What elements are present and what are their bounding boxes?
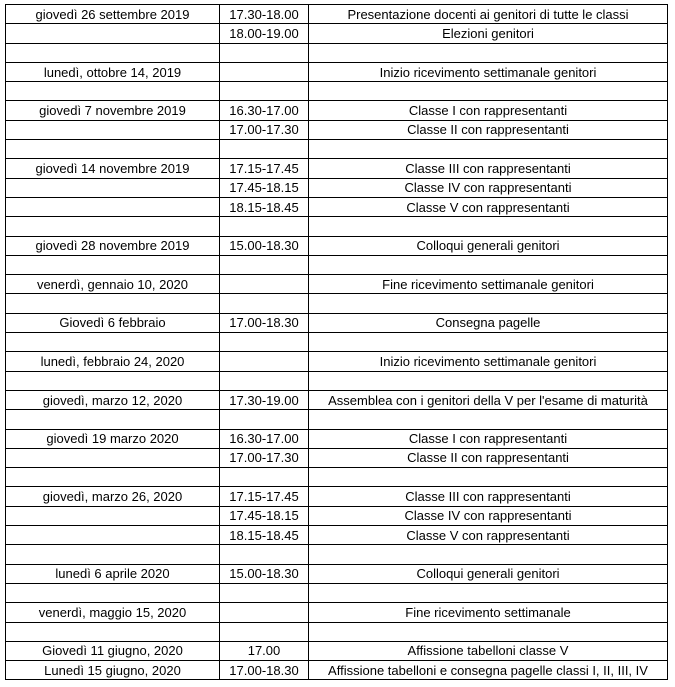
- cell-desc: [309, 371, 668, 390]
- table-row: [6, 197, 668, 216]
- cell-time: 18.15-18.45: [220, 197, 309, 216]
- cell-time: [220, 371, 309, 390]
- cell-time: [220, 294, 309, 313]
- cell-time: 16.30-17.00: [220, 429, 309, 448]
- cell-time: 17.45-18.15: [220, 506, 309, 525]
- cell-date: [6, 410, 220, 429]
- cell-date: [6, 622, 220, 641]
- cell-desc: [309, 622, 668, 641]
- table-row: [6, 506, 668, 525]
- cell-date: venerdì, gennaio 10, 2020: [6, 275, 220, 294]
- table-row: [6, 526, 668, 545]
- schedule-body: [6, 5, 668, 680]
- table-row: [6, 390, 668, 409]
- cell-time: [220, 140, 309, 159]
- cell-date: [6, 82, 220, 101]
- cell-time: 17.30-19.00: [220, 390, 309, 409]
- table-row: [6, 43, 668, 62]
- cell-time: 18.00-19.00: [220, 24, 309, 43]
- cell-desc: [309, 43, 668, 62]
- cell-desc: Fine ricevimento settimanale: [309, 603, 668, 622]
- table-row: [6, 583, 668, 602]
- table-row: [6, 564, 668, 583]
- cell-date: [6, 197, 220, 216]
- cell-desc: [309, 410, 668, 429]
- table-row: [6, 255, 668, 274]
- table-row: [6, 159, 668, 178]
- table-row: [6, 545, 668, 564]
- table-row: [6, 352, 668, 371]
- cell-desc: Classe I con rappresentanti: [309, 429, 668, 448]
- cell-date: Lunedì 15 giugno, 2020: [6, 661, 220, 680]
- cell-time: [220, 255, 309, 274]
- cell-time: [220, 352, 309, 371]
- table-row: [6, 603, 668, 622]
- cell-desc: [309, 468, 668, 487]
- table-row: [6, 62, 668, 81]
- cell-desc: Elezioni genitori: [309, 24, 668, 43]
- cell-desc: Classe III con rappresentanti: [309, 487, 668, 506]
- table-row: [6, 622, 668, 641]
- cell-desc: Classe I con rappresentanti: [309, 101, 668, 120]
- cell-time: 17.00-18.30: [220, 661, 309, 680]
- cell-date: Giovedì 6 febbraio: [6, 313, 220, 332]
- cell-desc: Classe II con rappresentanti: [309, 120, 668, 139]
- cell-date: [6, 24, 220, 43]
- cell-time: 17.00-18.30: [220, 313, 309, 332]
- cell-time: 17.15-17.45: [220, 487, 309, 506]
- table-row: [6, 661, 668, 680]
- cell-desc: Presentazione docenti ai genitori di tutte le classi: [309, 5, 668, 24]
- cell-time: [220, 275, 309, 294]
- cell-date: [6, 140, 220, 159]
- cell-time: [220, 583, 309, 602]
- cell-desc: [309, 294, 668, 313]
- cell-time: [220, 333, 309, 352]
- cell-desc: Affissione tabelloni classe V: [309, 641, 668, 660]
- cell-date: giovedì 19 marzo 2020: [6, 429, 220, 448]
- cell-time: [220, 82, 309, 101]
- cell-date: [6, 294, 220, 313]
- table-row: [6, 82, 668, 101]
- cell-date: [6, 468, 220, 487]
- cell-desc: Classe III con rappresentanti: [309, 159, 668, 178]
- cell-desc: [309, 545, 668, 564]
- cell-date: lunedì, ottobre 14, 2019: [6, 62, 220, 81]
- cell-date: giovedì 28 novembre 2019: [6, 236, 220, 255]
- cell-desc: Consegna pagelle: [309, 313, 668, 332]
- cell-time: 16.30-17.00: [220, 101, 309, 120]
- table-row: [6, 487, 668, 506]
- table-row: [6, 178, 668, 197]
- cell-time: [220, 545, 309, 564]
- table-row: [6, 120, 668, 139]
- cell-time: [220, 43, 309, 62]
- cell-desc: Assemblea con i genitori della V per l'esame di maturità: [309, 390, 668, 409]
- cell-desc: Inizio ricevimento settimanale genitori: [309, 62, 668, 81]
- cell-date: giovedì 26 settembre 2019: [6, 5, 220, 24]
- cell-time: 15.00-18.30: [220, 564, 309, 583]
- cell-time: [220, 62, 309, 81]
- cell-desc: [309, 583, 668, 602]
- cell-time: 17.00-17.30: [220, 448, 309, 467]
- cell-time: 18.15-18.45: [220, 526, 309, 545]
- cell-desc: [309, 82, 668, 101]
- cell-date: [6, 217, 220, 236]
- cell-desc: [309, 333, 668, 352]
- table-row: [6, 140, 668, 159]
- cell-desc: [309, 140, 668, 159]
- table-row: [6, 410, 668, 429]
- table-row: [6, 217, 668, 236]
- cell-date: [6, 583, 220, 602]
- table-row: [6, 294, 668, 313]
- cell-desc: Colloqui generali genitori: [309, 236, 668, 255]
- cell-time: [220, 622, 309, 641]
- table-row: [6, 24, 668, 43]
- cell-desc: Classe V con rappresentanti: [309, 526, 668, 545]
- cell-time: 17.45-18.15: [220, 178, 309, 197]
- table-row: [6, 429, 668, 448]
- cell-desc: Classe V con rappresentanti: [309, 197, 668, 216]
- cell-desc: Classe II con rappresentanti: [309, 448, 668, 467]
- cell-date: [6, 120, 220, 139]
- cell-desc: Inizio ricevimento settimanale genitori: [309, 352, 668, 371]
- table-row: [6, 333, 668, 352]
- cell-date: [6, 371, 220, 390]
- table-row: [6, 641, 668, 660]
- cell-date: [6, 333, 220, 352]
- cell-desc: [309, 255, 668, 274]
- cell-date: [6, 178, 220, 197]
- cell-time: 17.00-17.30: [220, 120, 309, 139]
- cell-date: Giovedì 11 giugno, 2020: [6, 641, 220, 660]
- cell-time: [220, 410, 309, 429]
- table-row: [6, 313, 668, 332]
- cell-time: 15.00-18.30: [220, 236, 309, 255]
- schedule-table: [5, 4, 668, 680]
- cell-time: 17.15-17.45: [220, 159, 309, 178]
- cell-time: [220, 603, 309, 622]
- cell-date: giovedì, marzo 12, 2020: [6, 390, 220, 409]
- cell-desc: Classe IV con rappresentanti: [309, 178, 668, 197]
- table-row: [6, 5, 668, 24]
- cell-time: 17.30-18.00: [220, 5, 309, 24]
- cell-desc: Colloqui generali genitori: [309, 564, 668, 583]
- cell-date: venerdì, maggio 15, 2020: [6, 603, 220, 622]
- cell-date: [6, 448, 220, 467]
- cell-desc: Classe IV con rappresentanti: [309, 506, 668, 525]
- cell-date: giovedì 14 novembre 2019: [6, 159, 220, 178]
- table-row: [6, 236, 668, 255]
- cell-desc: Affissione tabelloni e consegna pagelle classi I, II, III, IV: [309, 661, 668, 680]
- table-row: [6, 448, 668, 467]
- cell-desc: [309, 217, 668, 236]
- table-row: [6, 371, 668, 390]
- cell-time: [220, 217, 309, 236]
- cell-date: [6, 506, 220, 525]
- cell-time: 17.00: [220, 641, 309, 660]
- cell-date: [6, 545, 220, 564]
- table-row: [6, 101, 668, 120]
- cell-date: [6, 43, 220, 62]
- cell-desc: Fine ricevimento settimanale genitori: [309, 275, 668, 294]
- cell-date: giovedì, marzo 26, 2020: [6, 487, 220, 506]
- cell-date: [6, 526, 220, 545]
- table-row: [6, 468, 668, 487]
- cell-time: [220, 468, 309, 487]
- table-row: [6, 275, 668, 294]
- cell-date: [6, 255, 220, 274]
- cell-date: giovedì 7 novembre 2019: [6, 101, 220, 120]
- cell-date: lunedì 6 aprile 2020: [6, 564, 220, 583]
- cell-date: lunedì, febbraio 24, 2020: [6, 352, 220, 371]
